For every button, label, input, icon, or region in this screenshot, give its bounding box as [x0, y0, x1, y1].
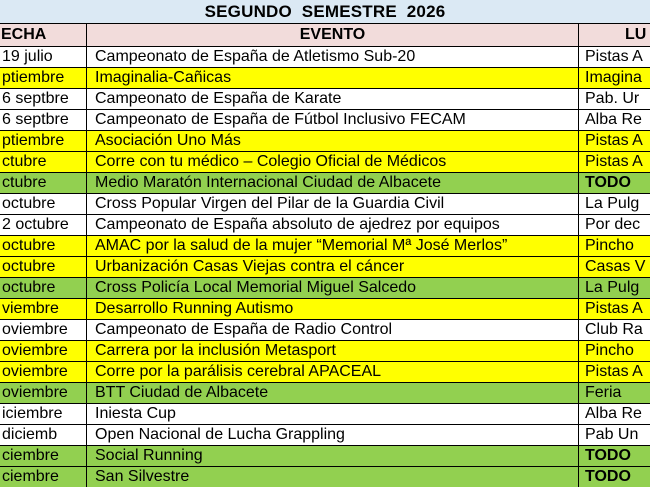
lugar-cell: TODO	[585, 174, 631, 191]
table-row	[0, 403, 650, 424]
fecha-cell: ciembre	[0, 446, 87, 466]
table-row	[0, 277, 650, 298]
event-table-body	[0, 46, 650, 487]
lugar-cell: Pistas A	[585, 153, 643, 170]
lugar-cell: Pab Un	[585, 426, 639, 443]
column-header-fecha: ECHA	[0, 24, 87, 46]
evento-cell: Social Running	[87, 446, 579, 466]
fecha-cell: octubre	[0, 236, 87, 256]
fecha-cell: 6 septbre	[0, 110, 87, 130]
table-row	[0, 361, 650, 382]
table-row	[0, 130, 650, 151]
table-row	[0, 109, 650, 130]
evento-cell: Campeonato de España de Atletismo Sub-20	[87, 47, 579, 67]
fecha-cell: octubre	[0, 194, 87, 214]
fecha-cell: diciemb	[0, 425, 87, 445]
evento-cell: Urbanización Casas Viejas contra el cáncer	[87, 257, 579, 277]
evento-cell: Campeonato de España de Fútbol Inclusivo FECAM	[87, 110, 579, 130]
evento-cell: Campeonato de España de Radio Control	[87, 320, 579, 340]
lugar-cell: Imagina	[585, 69, 642, 86]
fecha-cell: oviembre	[0, 341, 87, 361]
evento-cell: Cross Popular Virgen del Pilar de la Guardia Civil	[87, 194, 579, 214]
lugar-cell: Por dec	[585, 216, 641, 233]
table-row	[0, 67, 650, 88]
table-row	[0, 88, 650, 109]
evento-cell: San Silvestre	[87, 467, 579, 487]
lugar-cell: La Pulg	[585, 279, 640, 296]
table-row	[0, 319, 650, 340]
evento-cell: Desarrollo Running Autismo	[87, 299, 579, 319]
table-row	[0, 235, 650, 256]
fecha-cell: oviembre	[0, 362, 87, 382]
lugar-cell: Pistas A	[585, 300, 643, 317]
fecha-cell: iciembre	[0, 404, 87, 424]
evento-cell: Open Nacional de Lucha Grappling	[87, 425, 579, 445]
evento-cell: Iniesta Cup	[87, 404, 579, 424]
lugar-cell: La Pulg	[585, 195, 640, 212]
lugar-cell: Pincho	[585, 237, 634, 254]
fecha-cell: viembre	[0, 299, 87, 319]
lugar-cell: Pab. Ur	[585, 90, 640, 107]
fecha-cell: ctubre	[0, 152, 87, 172]
table-row	[0, 46, 650, 67]
fecha-cell: octubre	[0, 278, 87, 298]
table-row	[0, 193, 650, 214]
table-row	[0, 151, 650, 172]
evento-cell: Cross Policía Local Memorial Miguel Salcedo	[87, 278, 579, 298]
evento-cell: Campeonato de España de Karate	[87, 89, 579, 109]
lugar-cell: TODO	[585, 447, 631, 464]
fecha-cell: 6 septbre	[0, 89, 87, 109]
evento-cell: Campeonato de España absoluto de ajedrez por equipos	[87, 215, 579, 235]
fecha-cell: ptiembre	[0, 68, 87, 88]
lugar-cell: Club Ra	[585, 321, 643, 338]
table-row	[0, 445, 650, 466]
evento-cell: Asociación Uno Más	[87, 131, 579, 151]
column-header-evento: EVENTO	[87, 24, 579, 46]
lugar-cell: Pincho	[585, 342, 634, 359]
evento-cell: Carrera por la inclusión Metasport	[87, 341, 579, 361]
table-row	[0, 256, 650, 277]
lugar-cell: Casas V	[585, 258, 646, 275]
lugar-cell: Pistas A	[585, 363, 643, 380]
fecha-cell: ptiembre	[0, 131, 87, 151]
evento-cell: Corre con tu médico – Colegio Oficial de Médicos	[87, 152, 579, 172]
table-row	[0, 214, 650, 235]
evento-cell: AMAC por la salud de la mujer “Memorial Mª José Merlos”	[87, 236, 579, 256]
evento-cell: Medio Maratón Internacional Ciudad de Albacete	[87, 173, 579, 193]
page-title: SEGUNDO SEMESTRE 2026	[0, 0, 650, 23]
lugar-cell: Feria	[585, 384, 622, 401]
lugar-cell: Alba Re	[585, 405, 642, 422]
evento-cell: BTT Ciudad de Albacete	[87, 383, 579, 403]
lugar-cell: Pistas A	[585, 132, 643, 149]
table-row	[0, 424, 650, 445]
fecha-cell: 2 octubre	[0, 215, 87, 235]
table-header-row	[0, 23, 650, 46]
fecha-cell: 19 julio	[0, 47, 87, 67]
table-row	[0, 340, 650, 361]
evento-cell: Imaginalia-Cañicas	[87, 68, 579, 88]
table-row	[0, 172, 650, 193]
column-header-lugar: LU	[625, 26, 647, 43]
lugar-cell: Alba Re	[585, 111, 642, 128]
table-row	[0, 298, 650, 319]
table-row	[0, 466, 650, 487]
lugar-cell: Pistas A	[585, 48, 643, 65]
lugar-cell: TODO	[585, 468, 631, 485]
fecha-cell: oviembre	[0, 320, 87, 340]
fecha-cell: oviembre	[0, 383, 87, 403]
fecha-cell: ctubre	[0, 173, 87, 193]
fecha-cell: ciembre	[0, 467, 87, 487]
fecha-cell: octubre	[0, 257, 87, 277]
table-row	[0, 382, 650, 403]
evento-cell: Corre por la parálisis cerebral APACEAL	[87, 362, 579, 382]
